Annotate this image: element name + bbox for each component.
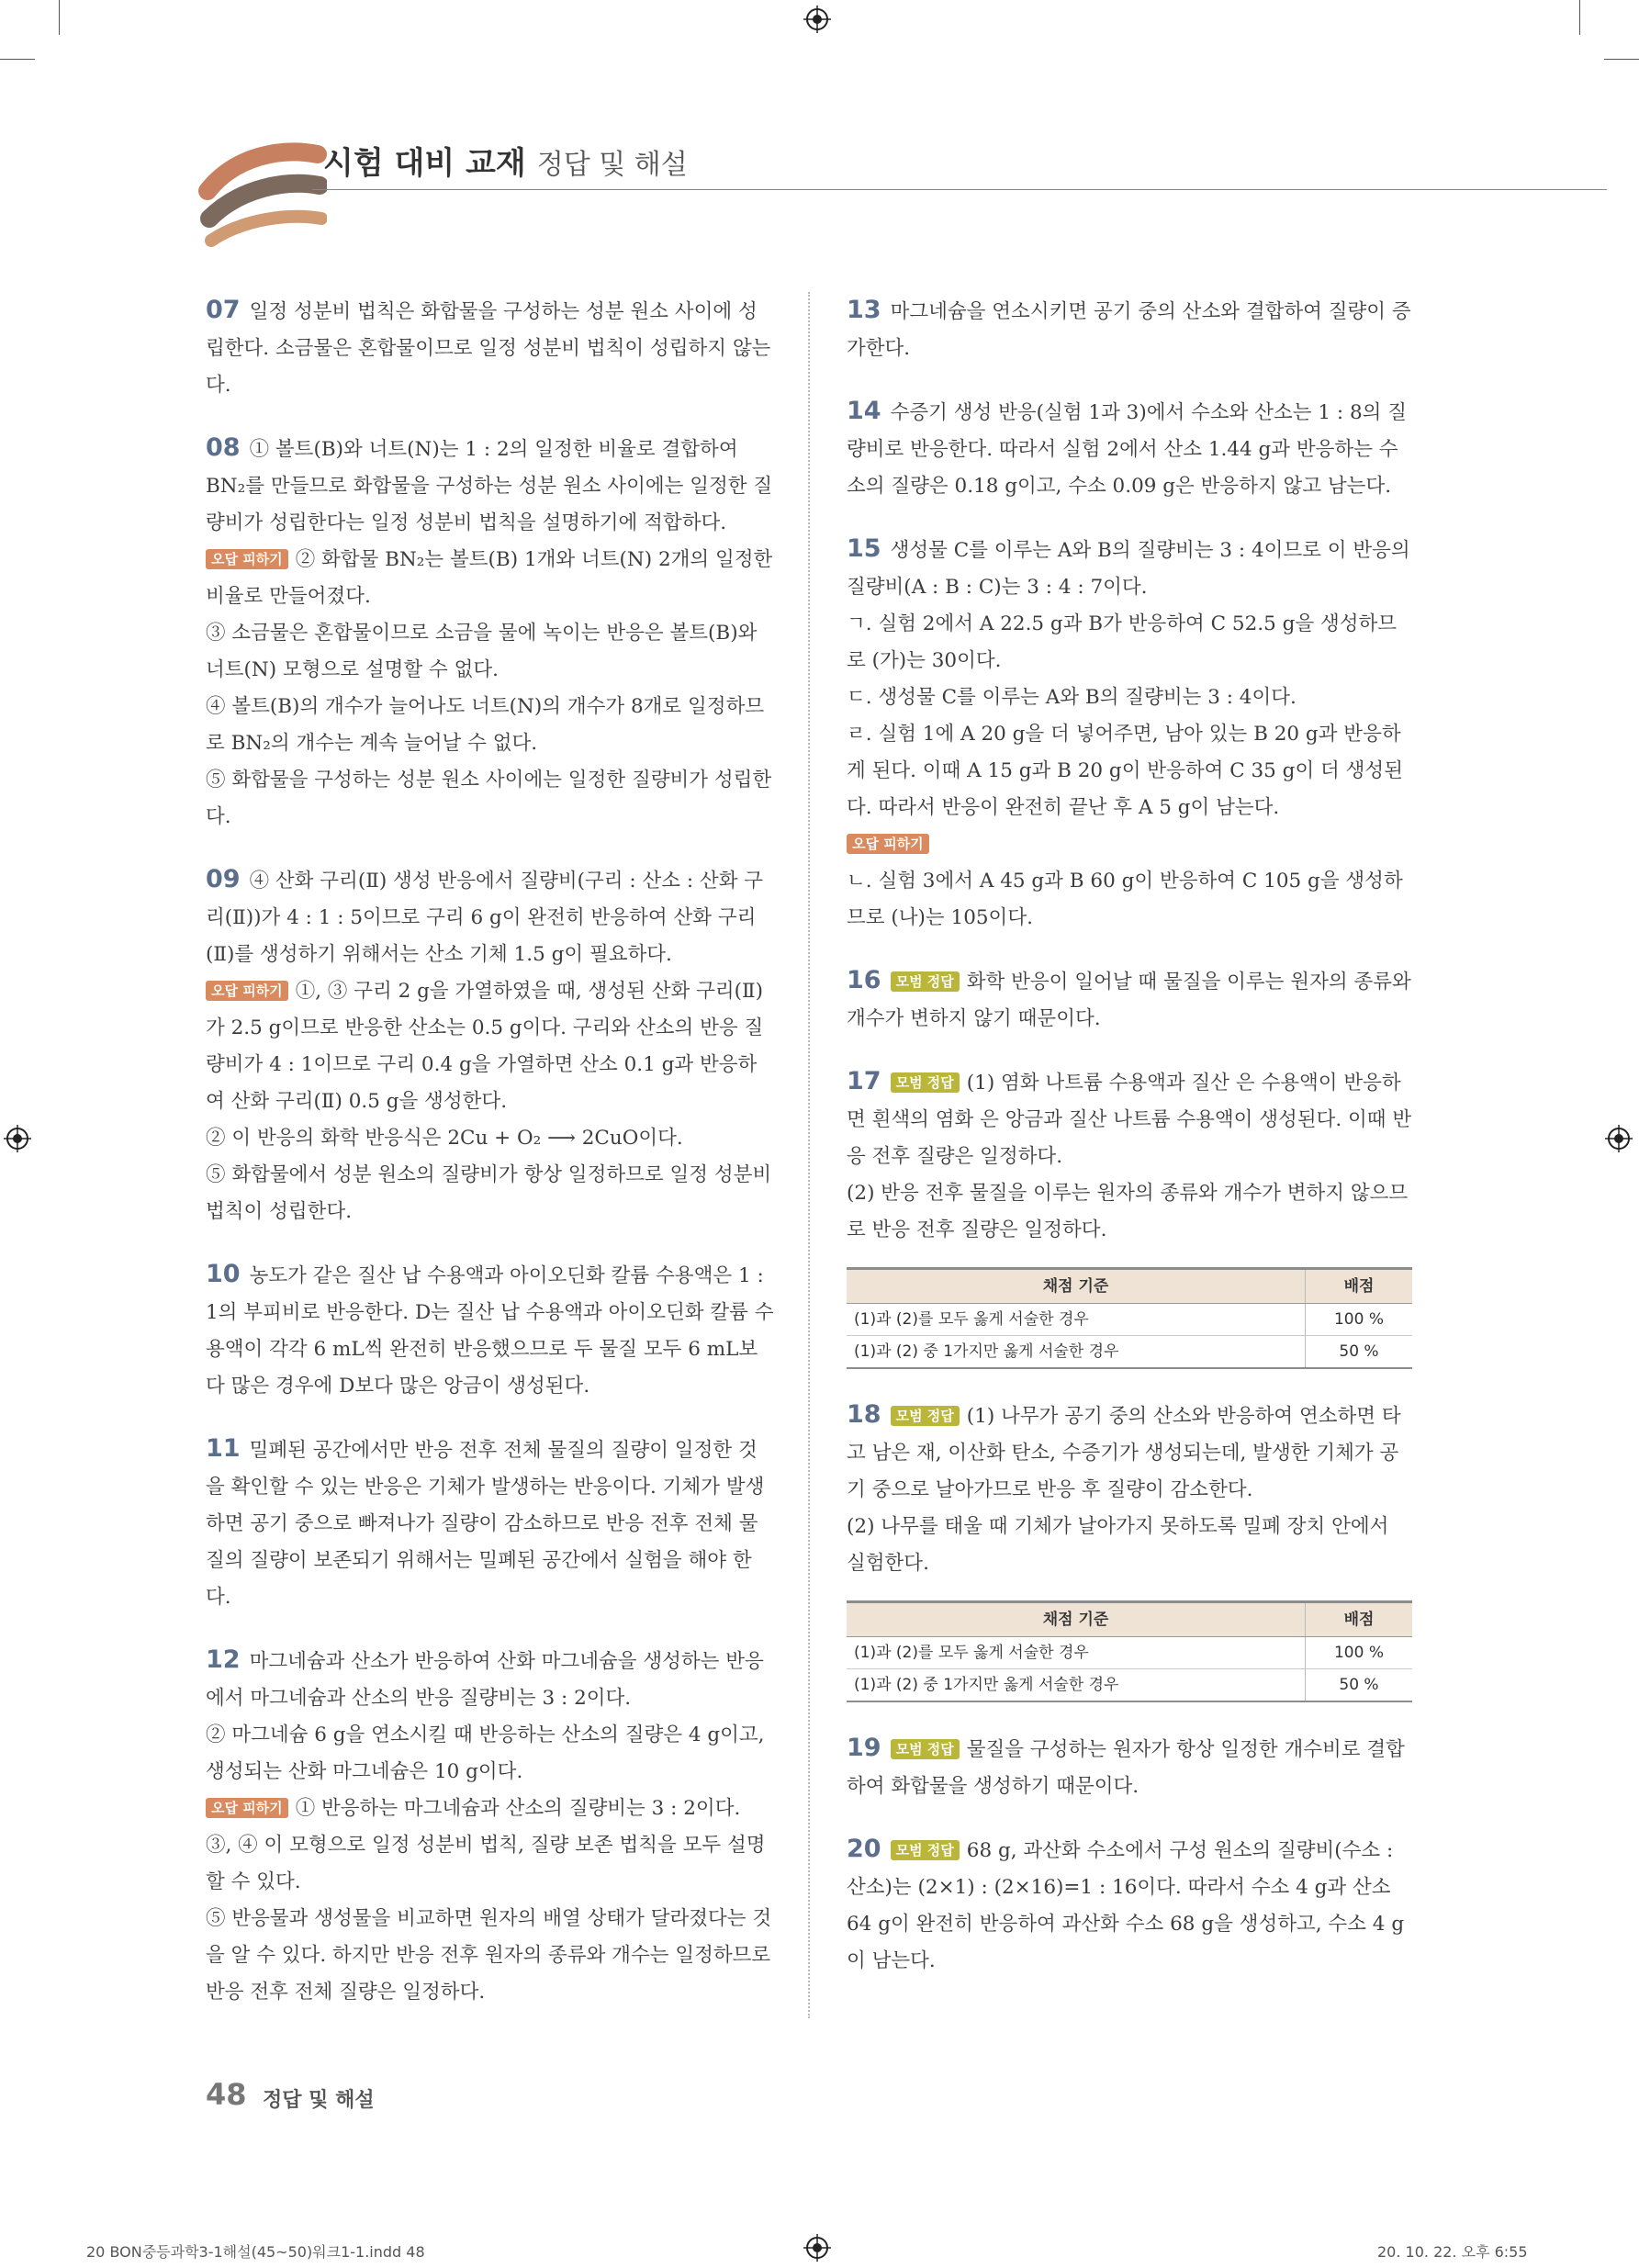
answer-body: ① 볼트(B)와 너트(N)는 1 : 2의 일정한 비율로 결합하여 BN₂를 만들므로 화합물을 구성하는 성분 원소 사이에는 일정한 질량비가 성립한다는 일정 성분비 법칙을 설명하기에 적합하다. xyxy=(206,438,773,534)
table-cell-score: 100 % xyxy=(1306,1304,1413,1336)
header-title: 시험 대비 교재 xyxy=(323,145,526,182)
answer-body: ① 반응하는 마그네슘과 산소의 질량비는 3 : 2이다. xyxy=(295,1797,741,1820)
answer-body: 화학 반응이 일어날 때 물질을 이루는 원자의 종류와 개수가 변하지 않기 때문이다. xyxy=(847,971,1411,1030)
model-answer-badge: 모범 정답 xyxy=(891,971,960,992)
page-number: 48 xyxy=(206,2077,247,2112)
answer-text xyxy=(206,1431,775,1616)
answer-text: ③ 소금물은 혼합물이므로 소금을 물에 녹이는 반응은 볼트(B)와 너트(N) 모형으로 설명할 수 없다. xyxy=(206,622,758,681)
answer-text xyxy=(206,292,775,404)
answer-text xyxy=(847,826,1412,863)
answer-19 xyxy=(847,1730,1412,1805)
table-header-row xyxy=(847,1269,1412,1304)
answer-body: 68 g, 과산화 수소에서 구성 원소의 질량비(수소 : 산소)는 (2×1) : (2×16)=1 : 16이다. 따라서 수소 4 g과 산소 64 g이 완전히 반응하여 과산화 수소 68 g을 생성하고, 수소 4 g이 남는다. xyxy=(847,1839,1405,1972)
question-number: 14 xyxy=(847,397,881,425)
question-number: 08 xyxy=(206,433,241,462)
table-row xyxy=(847,1669,1412,1702)
question-number: 16 xyxy=(847,966,881,994)
answer-text xyxy=(206,430,775,542)
registration-mark-icon xyxy=(803,6,831,33)
answer-text xyxy=(847,1397,1412,1509)
answer-text xyxy=(206,1256,775,1405)
wrong-answer-badge: 오답 피하기 xyxy=(206,549,288,569)
answer-text xyxy=(206,861,775,973)
date-slug: 20. 10. 22. 오후 6:55 xyxy=(1377,2243,1528,2261)
answer-text: ⑤ 화합물에서 성분 원소의 질량비가 항상 일정하므로 일정 성분비 법칙이 성립한다. xyxy=(206,1163,772,1223)
column-divider xyxy=(808,292,810,2018)
answer-text xyxy=(206,1791,775,1827)
model-answer-badge: 모범 정답 xyxy=(891,1072,960,1093)
table-row xyxy=(847,1637,1412,1669)
answer-10 xyxy=(206,1256,775,1405)
crop-mark xyxy=(0,59,35,60)
question-number: 10 xyxy=(206,1260,241,1288)
answer-text xyxy=(847,531,1412,606)
answer-15 xyxy=(847,531,1412,937)
answer-text: ㄴ. 실험 3에서 A 45 g과 B 60 g이 반응하여 C 105 g을 생성하므로 (나)는 105이다. xyxy=(847,870,1403,929)
question-number: 17 xyxy=(847,1067,881,1095)
answer-17 xyxy=(847,1063,1412,1249)
answer-09 xyxy=(206,861,775,1230)
question-number: 18 xyxy=(847,1400,881,1429)
table-header-criteria: 채점 기준 xyxy=(847,1269,1306,1304)
scoring-table xyxy=(847,1600,1412,1702)
answer-body: 물질을 구성하는 원자가 항상 일정한 개수비로 결합하여 화합물을 생성하기 때문이다. xyxy=(847,1738,1405,1798)
model-answer-badge: 모범 정답 xyxy=(891,1406,960,1426)
answer-body: (1) 나무가 공기 중의 산소와 반응하여 연소하면 타고 남은 재, 이산화 탄소, 수증기가 생성되는데, 발생한 기체가 공기 중으로 날아가므로 반응 후 질량이 감소한다. xyxy=(847,1405,1401,1501)
answer-text: ㄹ. 실험 1에 A 20 g을 더 넣어주면, 남아 있는 B 20 g과 반응하게 된다. 이때 A 15 g과 B 20 g이 반응하여 C 35 g이 더 생성된다. 따라서 반응이 완전히 끝난 후 A 5 g이 남는다. xyxy=(847,723,1403,819)
answer-text: (2) 반응 전후 물질을 이루는 원자의 종류와 개수가 변하지 않으므로 반응 전후 질량은 일정하다. xyxy=(847,1182,1409,1241)
answer-07 xyxy=(206,292,775,404)
table-header-score: 배점 xyxy=(1306,1269,1413,1304)
answer-text xyxy=(206,973,775,1120)
answer-text xyxy=(847,393,1412,505)
answer-text: ㄱ. 실험 2에서 A 22.5 g과 B가 반응하여 C 52.5 g을 생성하므로 (가)는 30이다. xyxy=(847,612,1398,672)
header-swoosh-logo xyxy=(198,138,327,250)
table-cell-criteria: (1)과 (2)를 모두 옳게 서술한 경우 xyxy=(847,1304,1306,1336)
answer-body: ④ 산화 구리(Ⅱ) 생성 반응에서 질량비(구리 : 산소 : 산화 구리(Ⅱ))가 4 : 1 : 5이므로 구리 6 g이 완전히 반응하여 산화 구리(Ⅱ)를 생성하기 위해서는 산소 기체 1.5 g이 필요하다. xyxy=(206,870,764,966)
table-cell-score: 100 % xyxy=(1306,1637,1413,1669)
right-column xyxy=(847,292,1412,2005)
answer-body: (1) 염화 나트륨 수용액과 질산 은 수용액이 반응하면 흰색의 염화 은 앙금과 질산 나트륨 수용액이 생성된다. 이때 반응 전후 질량은 일정하다. xyxy=(847,1072,1412,1168)
table-row xyxy=(847,1304,1412,1336)
answer-text xyxy=(847,1063,1412,1175)
answer-body: 일정 성분비 법칙은 화합물을 구성하는 성분 원소 사이에 성립한다. 소금물은 혼합물이므로 일정 성분비 법칙이 성립하지 않는다. xyxy=(206,300,771,397)
scoring-table xyxy=(847,1267,1412,1369)
page-header xyxy=(323,138,688,183)
answer-body: 마그네슘과 산소가 반응하여 산화 마그네슘을 생성하는 반응에서 마그네슘과 산소의 반응 질량비는 3 : 2이다. xyxy=(206,1650,764,1710)
table-header-score: 배점 xyxy=(1306,1602,1413,1637)
header-subtitle: 정답 및 해설 xyxy=(536,149,688,181)
answer-text: ③, ④ 이 모형으로 일정 성분비 법칙, 질량 보존 법칙을 모두 설명할 수 있다. xyxy=(206,1834,766,1893)
answer-text xyxy=(206,1642,775,1717)
question-number: 15 xyxy=(847,534,881,563)
wrong-answer-badge: 오답 피하기 xyxy=(206,1798,288,1818)
crop-mark xyxy=(59,0,60,35)
registration-mark-icon xyxy=(4,1125,31,1152)
crop-mark xyxy=(1604,59,1639,60)
table-cell-score: 50 % xyxy=(1306,1669,1413,1702)
question-number: 07 xyxy=(206,296,241,324)
wrong-answer-badge: 오답 피하기 xyxy=(847,834,929,854)
header-rule xyxy=(312,189,1607,190)
answer-text xyxy=(206,542,775,615)
answer-body: ② 화합물 BN₂는 볼트(B) 1개와 너트(N) 2개의 일정한 비율로 만들어졌다. xyxy=(206,548,773,608)
answer-body: 생성물 C를 이루는 A와 B의 질량비는 3 : 4이므로 이 반응의 질량비(A : B : C)는 3 : 4 : 7이다. xyxy=(847,539,1410,599)
table-cell-criteria: (1)과 (2) 중 1가지만 옳게 서술한 경우 xyxy=(847,1669,1306,1702)
answer-14 xyxy=(847,393,1412,505)
answer-16 xyxy=(847,962,1412,1038)
answer-body: 수증기 생성 반응(실험 1과 3)에서 수소와 산소는 1 : 8의 질량비로 반응한다. 따라서 실험 2에서 산소 1.44 g과 반응하는 수소의 질량은 0.18 g이고, 수소 0.09 g은 반응하지 않고 남는다. xyxy=(847,401,1408,498)
answer-18 xyxy=(847,1397,1412,1582)
question-number: 20 xyxy=(847,1835,881,1863)
answer-text: ⑤ 화합물을 구성하는 성분 원소 사이에는 일정한 질량비가 성립한다. xyxy=(206,769,772,828)
left-column xyxy=(206,292,775,2037)
table-cell-criteria: (1)과 (2) 중 1가지만 옳게 서술한 경우 xyxy=(847,1336,1306,1369)
table-header-row xyxy=(847,1602,1412,1637)
answer-text xyxy=(847,1730,1412,1805)
question-number: 09 xyxy=(206,865,241,893)
answer-text xyxy=(847,292,1412,367)
table-row xyxy=(847,1336,1412,1369)
answer-11 xyxy=(206,1431,775,1616)
answer-text xyxy=(847,1831,1412,1980)
table-cell-score: 50 % xyxy=(1306,1336,1413,1369)
model-answer-badge: 모범 정답 xyxy=(891,1739,960,1759)
answer-12 xyxy=(206,1642,775,2011)
question-number: 11 xyxy=(206,1434,241,1463)
answer-text: ㄷ. 생성물 C를 이루는 A와 B의 질량비는 3 : 4이다. xyxy=(847,686,1297,709)
answer-13 xyxy=(847,292,1412,367)
question-number: 13 xyxy=(847,296,881,324)
answer-text: (2) 나무를 태울 때 기체가 날아가지 못하도록 밀폐 장치 안에서 실험한다. xyxy=(847,1515,1389,1575)
table-header-criteria: 채점 기준 xyxy=(847,1602,1306,1637)
footer-label: 정답 및 해설 xyxy=(263,2089,375,2112)
answer-text: ② 마그네슘 6 g을 연소시킬 때 반응하는 산소의 질량은 4 g이고, 생성되는 산화 마그네슘은 10 g이다. xyxy=(206,1723,765,1783)
answer-body: 밀폐된 공간에서만 반응 전후 전체 물질의 질량이 일정한 것을 확인할 수 있는 반응은 기체가 발생하는 반응이다. 기체가 발생하면 공기 중으로 빠져나가 질량이 감소하므로 반응 전후 전체 물질의 질량이 보존되기 위해서는 밀폐된 공간에서 실험을 해야 한다. xyxy=(206,1439,765,1609)
model-answer-badge: 모범 정답 xyxy=(891,1840,960,1860)
answer-text xyxy=(847,962,1412,1038)
table-cell-criteria: (1)과 (2)를 모두 옳게 서술한 경우 xyxy=(847,1637,1306,1669)
answer-text: ④ 볼트(B)의 개수가 늘어나도 너트(N)의 개수가 8개로 일정하므로 BN₂의 개수는 계속 늘어날 수 없다. xyxy=(206,695,765,755)
registration-mark-icon xyxy=(803,2234,831,2262)
file-slug: 20 BON중등과학3-1해설(45~50)워크1-1.indd 48 xyxy=(86,2243,425,2261)
wrong-answer-badge: 오답 피하기 xyxy=(206,981,288,1001)
question-number: 19 xyxy=(847,1734,881,1762)
answer-body: ①, ③ 구리 2 g을 가열하였을 때, 생성된 산화 구리(Ⅱ)가 2.5 g이므로 반응한 산소는 0.5 g이다. 구리와 산소의 반응 질량비가 4 : 1이므로 구리 0.4 g을 가열하면 산소 0.1 g과 반응하여 산화 구리(Ⅱ) 0.5 g을 생성한다. xyxy=(206,980,764,1113)
answer-text: ⑤ 반응물과 생성물을 비교하면 원자의 배열 상태가 달라졌다는 것을 알 수 있다. 하지만 반응 전후 원자의 종류와 개수는 일정하므로 반응 전후 전체 질량은 일정하다. xyxy=(206,1907,772,2004)
question-number: 12 xyxy=(206,1645,241,1674)
crop-mark xyxy=(1579,0,1580,35)
answer-text: ② 이 반응의 화학 반응식은 2Cu + O₂ ⟶ 2CuO이다. xyxy=(206,1127,683,1150)
answer-body: 농도가 같은 질산 납 수용액과 아이오딘화 칼륨 수용액은 1 : 1의 부피비로 반응한다. D는 질산 납 수용액과 아이오딘화 칼륨 수용액이 각각 6 mL씩 완전히 반응했으므로 두 물질 모두 6 mL보다 많은 경우에 D보다 많은 앙금이 생성된다. xyxy=(206,1264,774,1398)
answer-20 xyxy=(847,1831,1412,1980)
answer-body: 마그네슘을 연소시키면 공기 중의 산소와 결합하여 질량이 증가한다. xyxy=(847,300,1411,360)
registration-mark-icon xyxy=(1605,1125,1633,1152)
answer-08 xyxy=(206,430,775,836)
